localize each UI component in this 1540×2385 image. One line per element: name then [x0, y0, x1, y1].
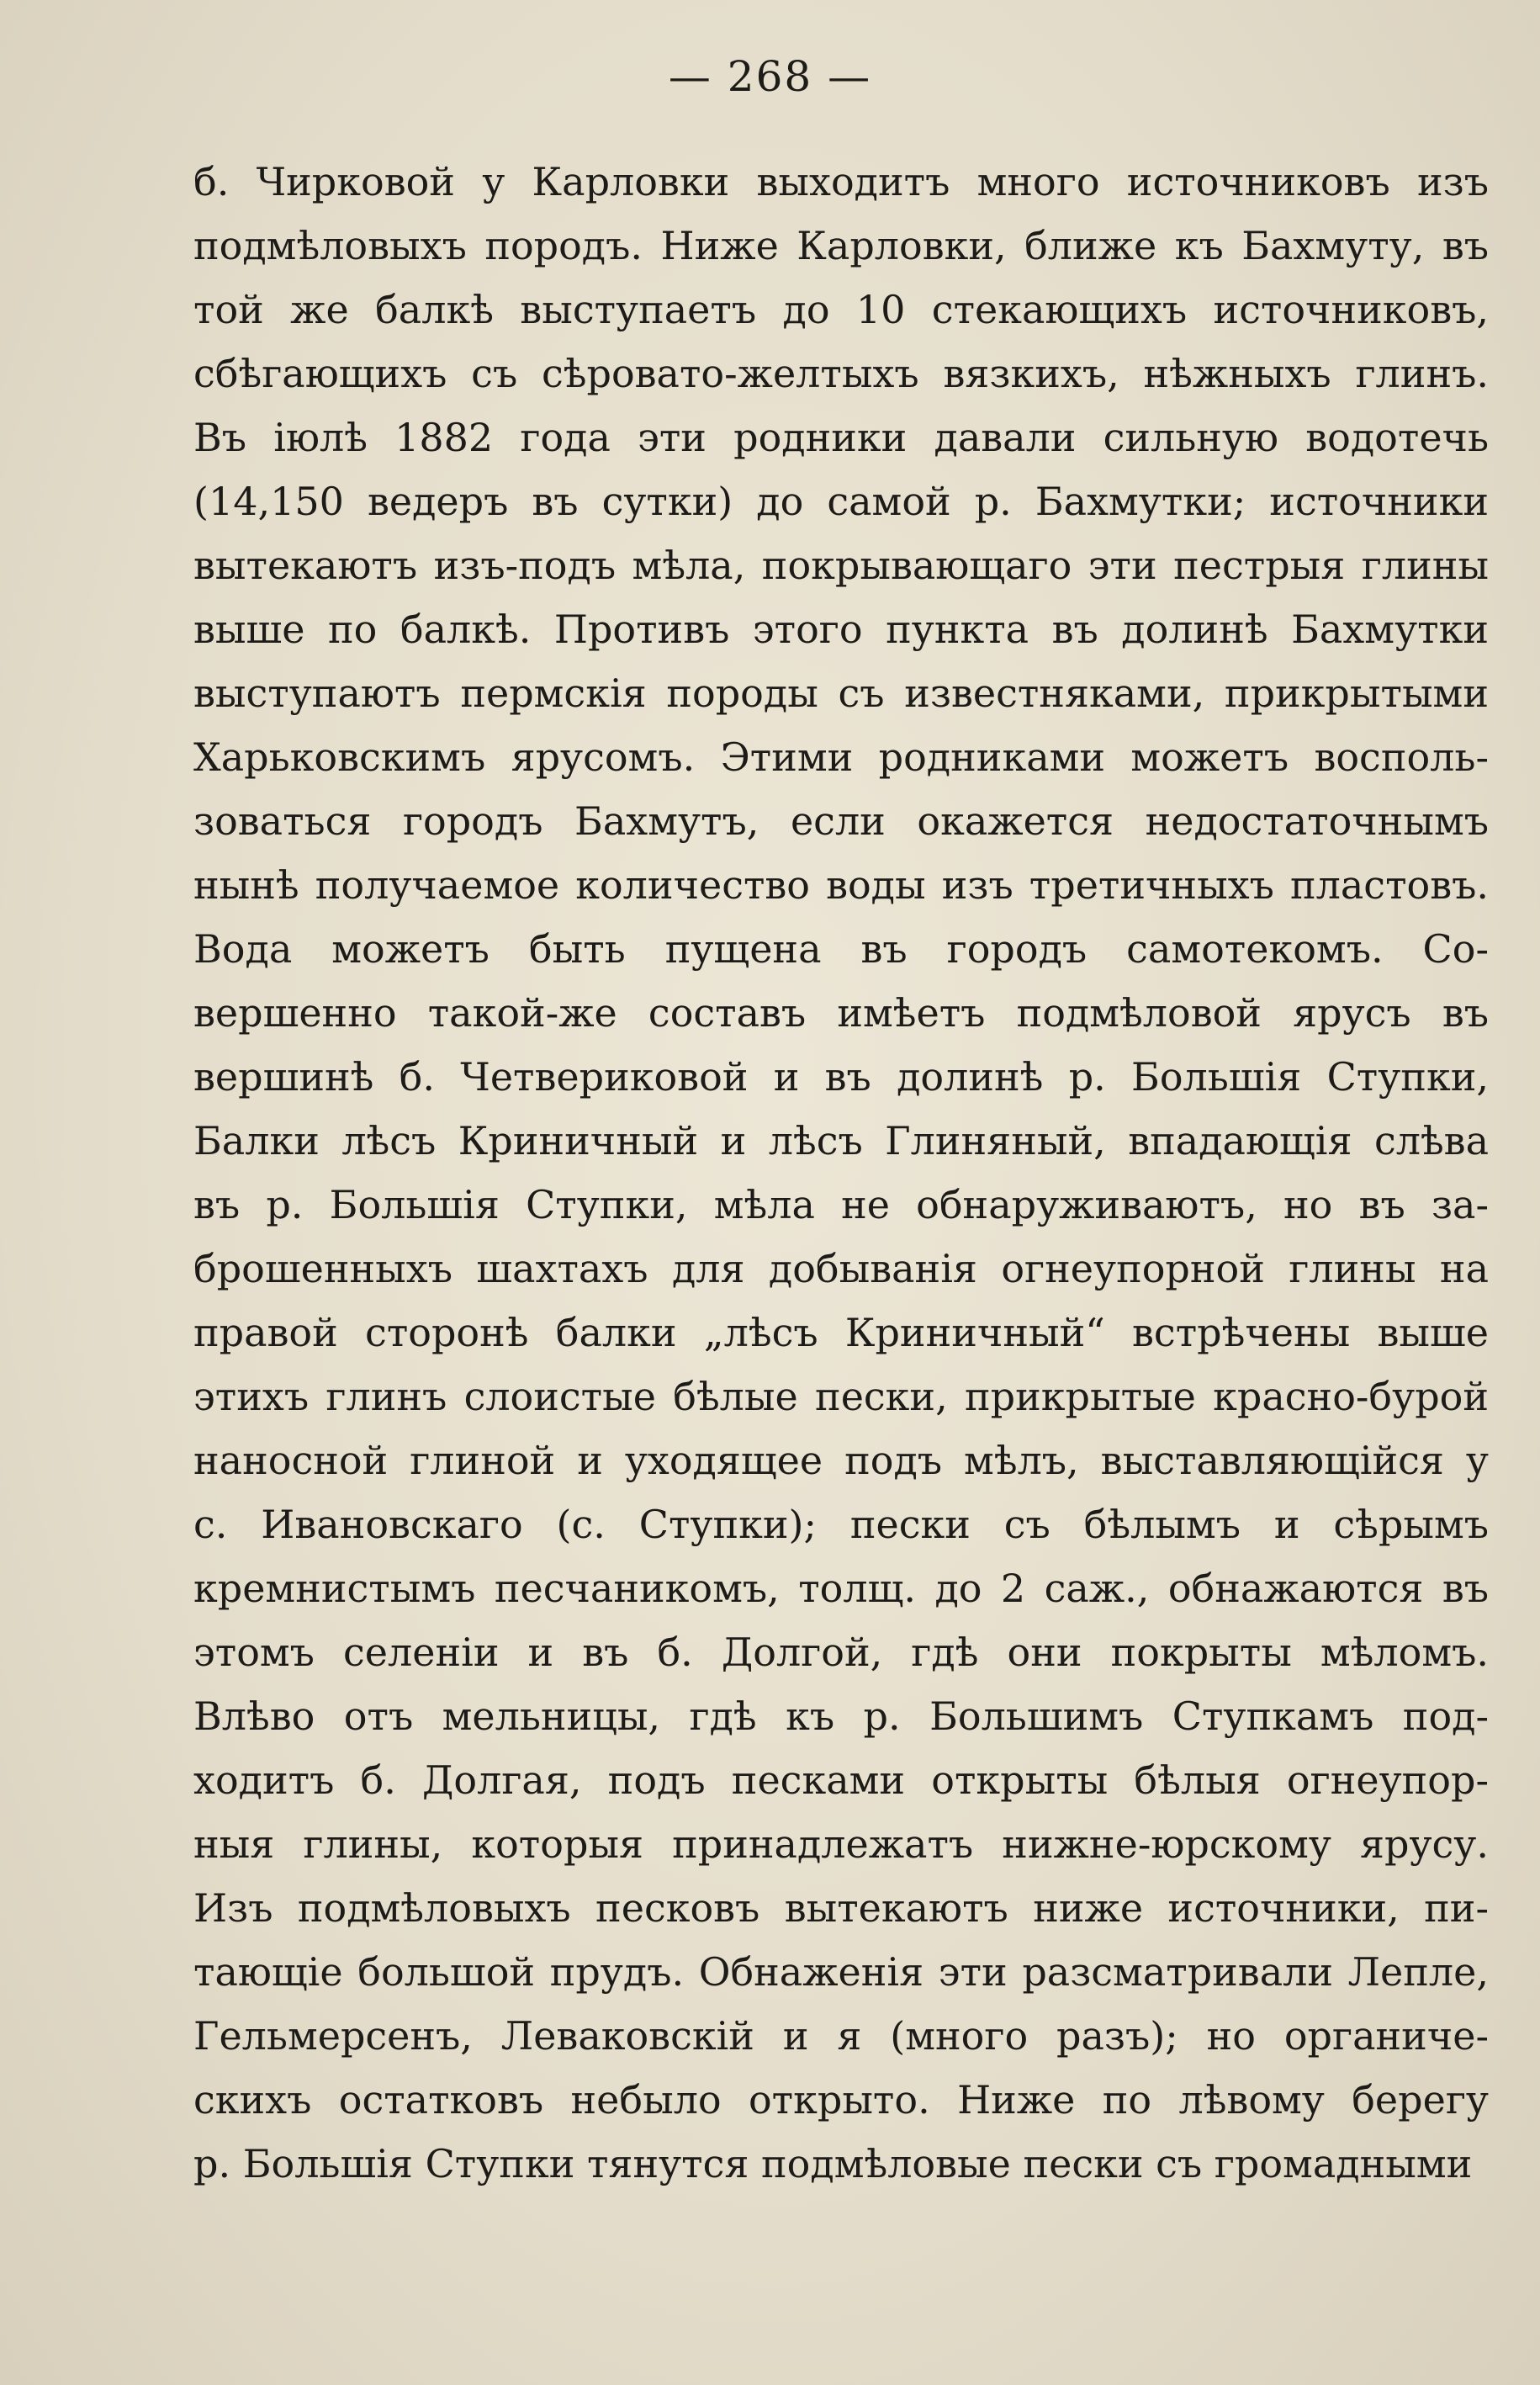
body-text — [193, 150, 1489, 2196]
text-line: Влѣво отъ мельницы, гдѣ къ р. Большимъ Ступкамъ под- — [193, 1693, 1489, 1739]
text-line: вытекаютъ изъ-подъ мѣла, покрывающаго эти пестрыя глины — [193, 543, 1489, 588]
text-line: въ р. Большія Ступки, мѣла не обнаруживаютъ, но въ за- — [193, 1182, 1489, 1227]
text-line: Гельмерсенъ, Леваковскій и я (много разъ); но органиче- — [193, 2013, 1489, 2059]
text-line: Балки лѣсъ Криничный и лѣсъ Глиняный, впадающія слѣва — [193, 1118, 1489, 1163]
text-line: кремнистымъ песчаникомъ, толщ. до 2 саж., обнажаются въ — [193, 1566, 1489, 1611]
text-line: нынѣ получаемое количество воды изъ третичныхъ пластовъ. — [193, 862, 1489, 908]
text-line: правой сторонѣ балки „лѣсъ Криничный“ встрѣчены выше — [193, 1310, 1489, 1355]
text-line: зоваться городъ Бахмутъ, если окажется недостаточнымъ — [193, 798, 1489, 844]
text-line: подмѣловыхъ породъ. Ниже Карловки, ближе къ Бахмуту, въ — [193, 223, 1489, 268]
page-number: — 268 — — [668, 52, 872, 101]
text-line: вершинѣ б. Четвериковой и въ долинѣ р. Большія Ступки, — [193, 1054, 1489, 1100]
text-line: ходитъ б. Долгая, подъ песками открыты бѣлыя огнеупор- — [193, 1757, 1489, 1803]
text-line: той же балкѣ выступаетъ до 10 стекающихъ источниковъ, — [193, 287, 1489, 332]
text-line: сбѣгающихъ съ сѣровато-желтыхъ вязкихъ, нѣжныхъ глинъ. — [193, 351, 1489, 396]
text-line: выступаютъ пермскія породы съ известняками, прикрытыми — [193, 670, 1489, 716]
text-line: Вода можетъ быть пущена въ городъ самотекомъ. Со- — [193, 926, 1489, 972]
text-line: вершенно такой-же составъ имѣетъ подмѣловой ярусъ въ — [193, 990, 1489, 1036]
text-line: наносной глиной и уходящее подъ мѣлъ, выставляющійся у — [193, 1438, 1489, 1483]
text-line: скихъ остатковъ небыло открыто. Ниже по лѣвому берегу — [193, 2077, 1489, 2123]
text-line: Въ іюлѣ 1882 года эти родники давали сильную водотечь — [193, 415, 1489, 460]
text-line: (14,150 ведеръ въ сутки) до самой р. Бахмутки; источники — [193, 479, 1489, 524]
text-line: с. Ивановскаго (с. Ступки); пески съ бѣлымъ и сѣрымъ — [193, 1502, 1489, 1547]
text-line: брошенныхъ шахтахъ для добыванія огнеупорной глины на — [193, 1246, 1489, 1291]
text-line: ныя глины, которыя принадлежатъ нижне-юрскому ярусу. — [193, 1821, 1489, 1867]
text-line: Изъ подмѣловыхъ песковъ вытекаютъ ниже источники, пи- — [193, 1885, 1489, 1931]
text-line: Харьковскимъ ярусомъ. Этими родниками можетъ восполь- — [193, 734, 1489, 780]
text-line: этомъ селеніи и въ б. Долгой, гдѣ они покрыты мѣломъ. — [193, 1630, 1489, 1675]
text-line: тающіе большой прудъ. Обнаженія эти разсматривали Лепле, — [193, 1949, 1489, 1995]
text-line: этихъ глинъ слоистые бѣлые пески, прикрытые красно-бурой — [193, 1374, 1489, 1419]
text-line: р. Большія Ступки тянутся подмѣловые пески съ громадными — [193, 2141, 1473, 2186]
text-line: выше по балкѣ. Противъ этого пункта въ долинѣ Бахмутки — [193, 607, 1489, 652]
text-line: б. Чирковой у Карловки выходитъ много источниковъ изъ — [193, 159, 1489, 204]
